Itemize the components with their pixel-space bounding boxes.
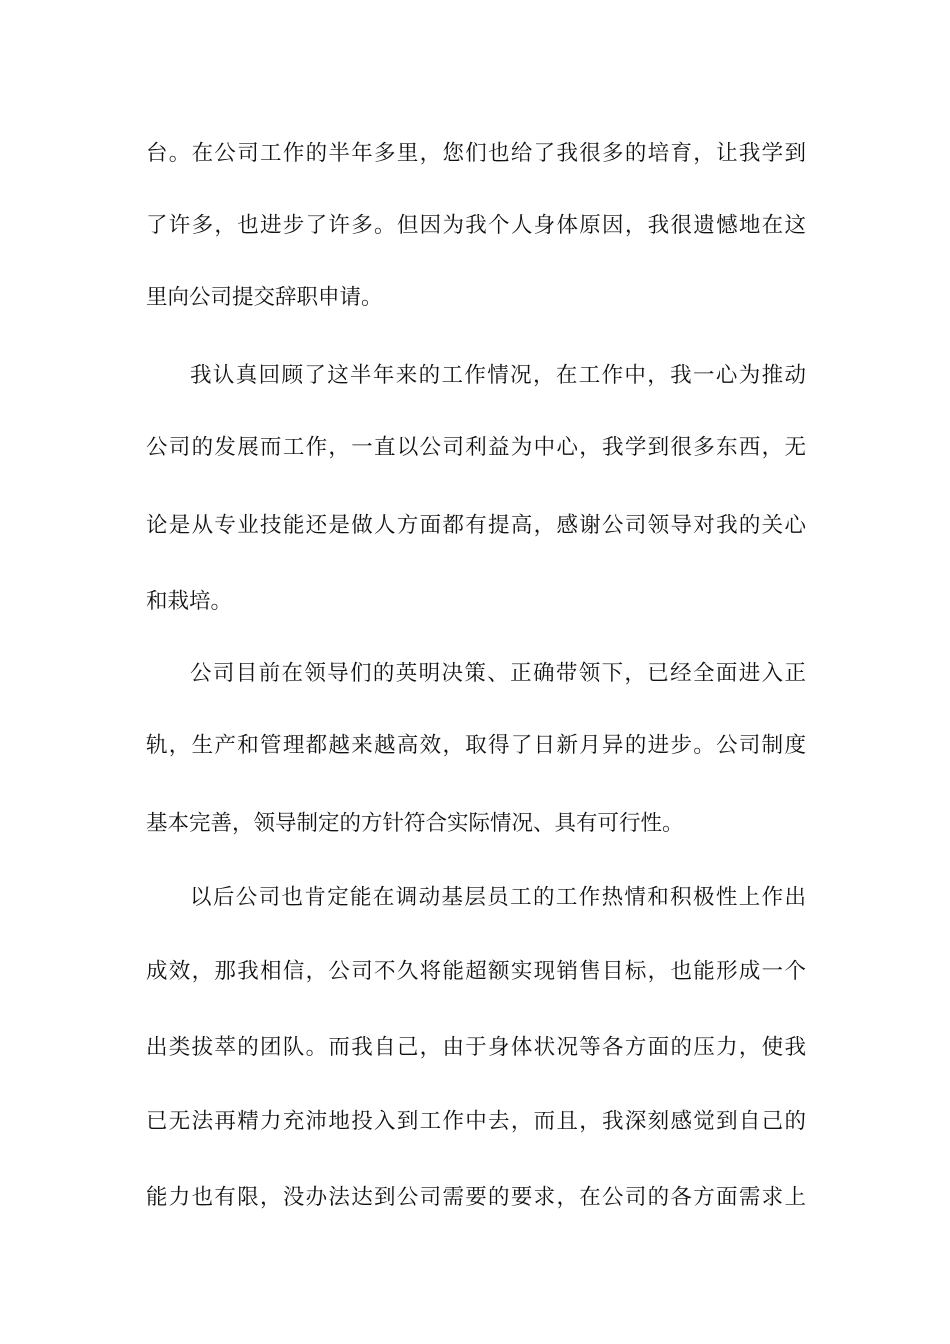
paragraph-first-line: 以后公司也肯定能在调动基层员工的工作热情和积极性上作出 <box>190 885 806 910</box>
text-line: 公司的发展而工作，一直以公司利益为中心，我学到很多东西，无 <box>146 435 806 460</box>
text-line: 里向公司提交辞职申请。 <box>146 285 383 310</box>
text-line: 论是从专业技能还是做人方面都有提高，感谢公司领导对我的关心 <box>146 513 806 538</box>
text-line: 已无法再精力充沛地投入到工作中去，而且，我深刻感觉到自己的 <box>146 1109 806 1134</box>
text-line: 轨，生产和管理都越来越高效，取得了日新月异的进步。公司制度 <box>146 733 806 758</box>
text-line: 和栽培。 <box>146 589 233 614</box>
text-line: 能力也有限，没办法达到公司需要的要求，在公司的各方面需求上 <box>146 1185 806 1210</box>
text-line: 成效，那我相信，公司不久将能超额实现销售目标，也能形成一个 <box>146 959 806 984</box>
paragraph-first-line: 公司目前在领导们的英明决策、正确带领下，已经全面进入正 <box>190 661 806 686</box>
text-line: 出类拔萃的团队。而我自己，由于身体状况等各方面的压力，使我 <box>146 1035 806 1060</box>
paragraph-first-line: 我认真回顾了这半年来的工作情况，在工作中，我一心为推动 <box>190 363 806 388</box>
text-line: 台。在公司工作的半年多里，您们也给了我很多的培育，让我学到 <box>146 141 806 166</box>
text-line: 基本完善，领导制定的方针符合实际情况、具有可行性。 <box>146 811 684 836</box>
text-line: 了许多，也进步了许多。但因为我个人身体原因，我很遗憾地在这 <box>146 213 806 238</box>
